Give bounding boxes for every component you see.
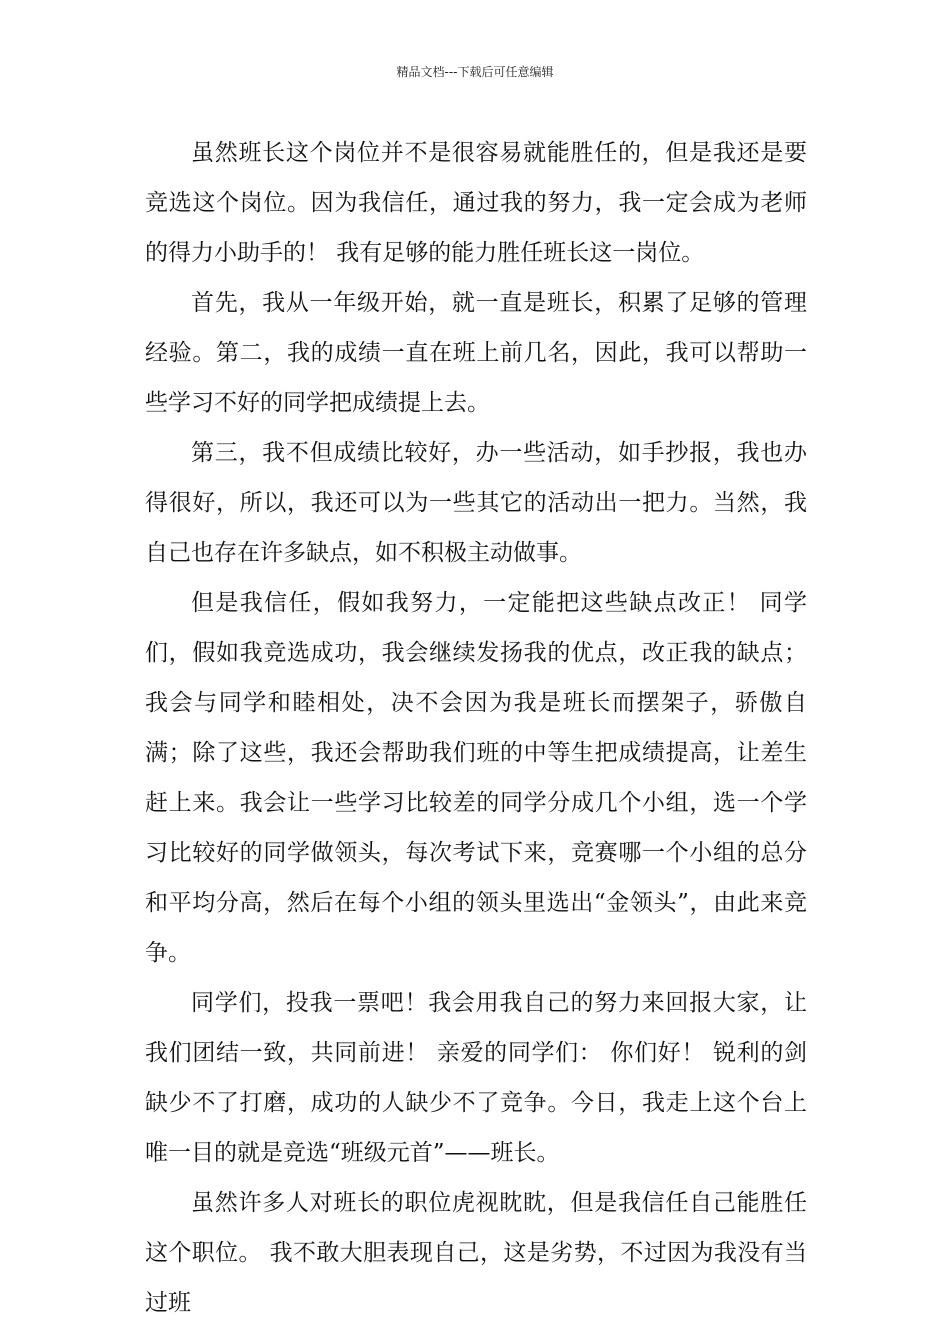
paragraph-5: 同学们，投我一票吧！我会用我自己的努力来回报大家，让我们团结一致，共同前进！ 亲爱的同学们： 你们好！ 锐利的剑缺少不了打磨，成功的人缺少不了竞争。今日，我走上这个台上唯一目的就是竞选“班级元首”——班长。 <box>145 990 807 1166</box>
paragraph-1: 虽然班长这个岗位并不是很容易就能胜任的，但是我还是要竞选这个岗位。因为我信任，通过我的努力，我一定会成为老师的得力小助手的！ 我有足够的能力胜任班长这一岗位。 <box>145 140 807 266</box>
paragraph-3: 第三，我不但成绩比较好，办一些活动，如手抄报，我也办得很好，所以，我还可以为一些其它的活动出一把力。当然，我自己也存在许多缺点，如不积极主动做事。 <box>145 440 807 566</box>
document-body <box>145 128 807 1328</box>
page-header: 精品文档---下载后可任意编辑 <box>396 65 554 79</box>
paragraph-6: 虽然许多人对班长的职位虎视眈眈，但是我信任自己能胜任这个职位。 我不敢大胆表现自己，这是劣势，不过因为我没有当过班 <box>145 1190 807 1316</box>
paragraph-2: 首先，我从一年级开始，就一直是班长，积累了足够的管理经验。第二，我的成绩一直在班上前几名，因此，我可以帮助一些学习不好的同学把成绩提上去。 <box>145 290 807 416</box>
paragraph-4: 但是我信任，假如我努力，一定能把这些缺点改正！ 同学们，假如我竞选成功，我会继续发扬我的优点，改正我的缺点；我会与同学和睦相处，决不会因为我是班长而摆架子，骄傲自满；除了这些，我还会帮助我们班的中等生把成绩提高，让差生赶上来。我会让一些学习比较差的同学分成几个小组，选一个学习比较好的同学做领头，每次考试下来，竞赛哪一个小组的总分和平均分高，然后在每个小组的领头里选出“金领头”，由此来竞争。 <box>145 590 807 966</box>
